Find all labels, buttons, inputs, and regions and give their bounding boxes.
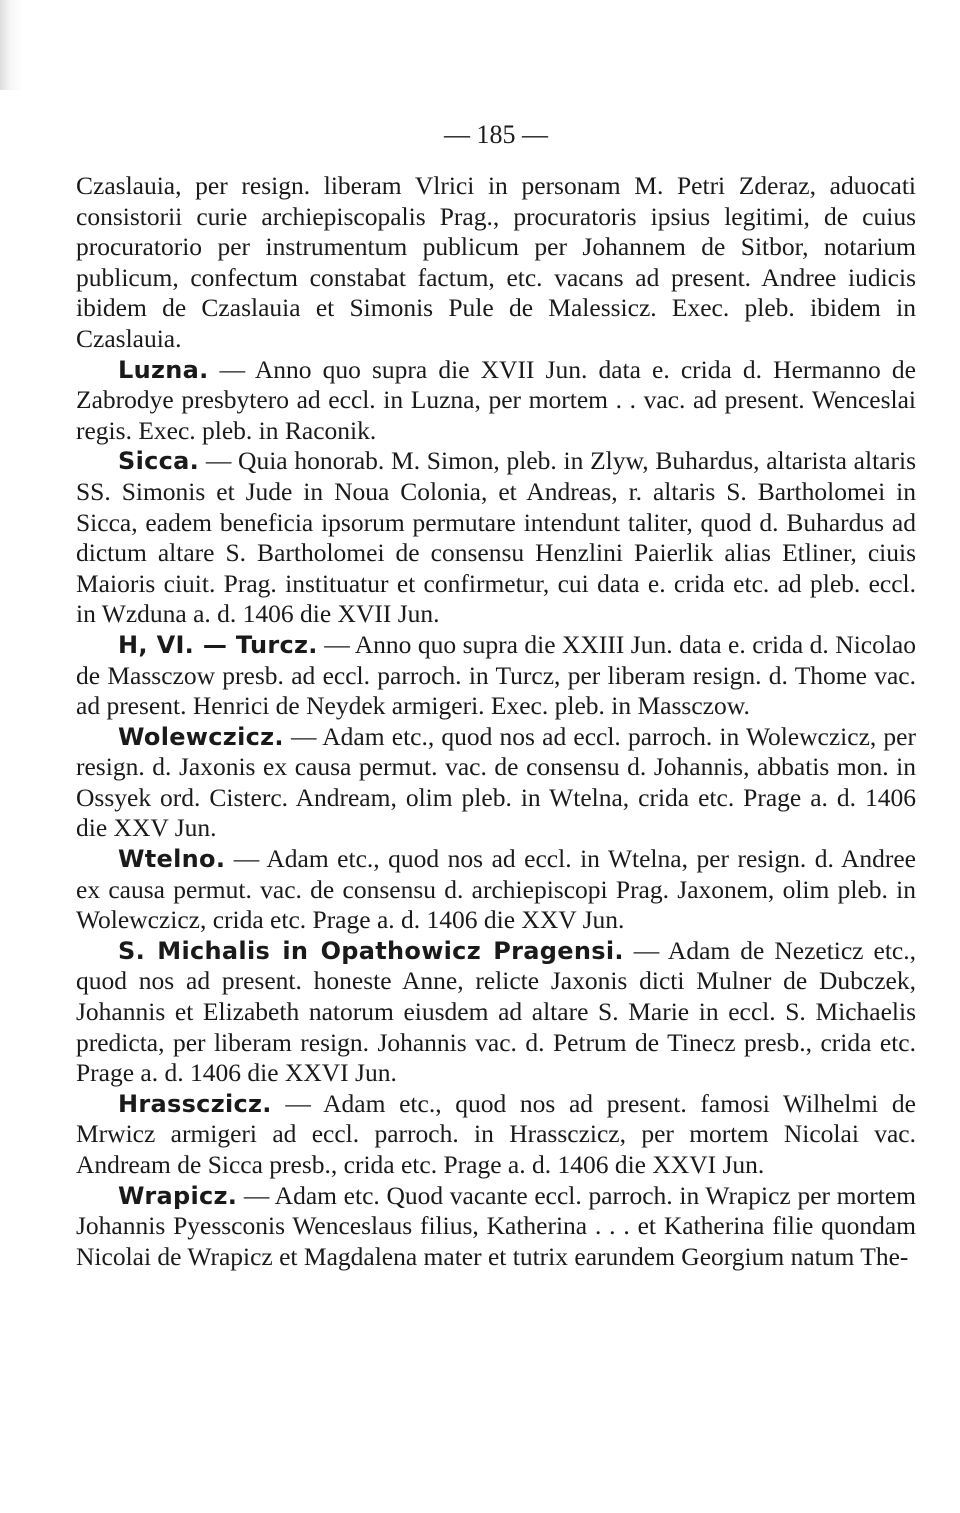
entry-text: — Anno quo supra die XVII Jun. data e. crida d. Hermanno de Zabrodye presbytero ad eccl. in Luzna, per mortem . . vac. ad present. Wenceslai regis. Exec. pleb. in Raconik. [76,354,916,445]
entry-heading: Luzna. [118,355,209,384]
entry-luzna [76,355,916,447]
entry-text: — Adam de Nezeticz etc., quod nos ad present. honeste Anne, relicte Jaxonis dicti Mulner de Dubczek, Johannis et Elizabeth natorum eiusdem ad altare S. Marie in eccl. S. Michaelis predicta, per liberam resign. Johannis vac. d. Petrum de Tinecz presb., crida etc. Prage a. d. 1406 die XXVI Jun. [76,935,916,1088]
entry-wtelno [76,844,916,936]
entry-text: — Quia honorab. M. Simon, pleb. in Zlyw, Buhardus, altarista altaris SS. Simonis et Jude in Noua Colonia, et Andreas, r. altaris S. Bartholomei in Sicca, eadem beneficia ipsorum permutare intendunt taliter, quod d. Buhardus ad dictum altare S. Bartholomei de consensu Henzlini Paierlik alias Etliner, ciuis Maioris ciuit. Prag. instituatur et confirmetur, cui data e. crida etc. ad pleb. eccl. in Wzduna a. d. 1406 die XVII Jun. [76,446,916,629]
entry-heading: Wrapicz. [118,1181,238,1210]
entry-wolewczicz [76,722,916,844]
entry-text: — Adam etc., quod nos ad eccl. parroch. in Wolewczicz, per resign. d. Jaxonis ex causa permut. vac. de consensu d. Johannis, abbatis mon. in Ossyek ord. Cisterc. Andream, olim pleb. in Wtelna, crida etc. Prage a. d. 1406 die XXV Jun. [76,721,916,843]
entry-text: — Adam etc., quod nos ad present. famosi Wilhelmi de Mrwicz armigeri ad eccl. parroch. in Hrassczicz, per mortem Nicolai vac. Andream de Sicca presb., crida etc. Prage a. d. 1406 die XXVI Jun. [76,1088,916,1179]
entry-sicca [76,446,916,630]
entry-heading: Hrassczicz. [118,1089,272,1118]
entry-heading: Sicca. [118,447,200,476]
entry-turcz [76,630,916,722]
entry-text: — Adam etc. Quod vacante eccl. parroch. in Wrapicz per mortem Johannis Pyessconis Wenceslaus filius, Katherina . . . et Katherina filie quondam Nicolai de Wrapicz et Magdalena mater et tutrix earundem Georgium natum The- [76,1180,916,1271]
page-number: — 185 — [444,120,548,149]
entry-s-michalis [76,936,916,1089]
entry-heading: Wolewczicz. [118,722,284,751]
entry-wrapicz [76,1181,916,1273]
entry-text: Czaslauia, per resign. liberam Vlrici in personam M. Petri Zderaz, aduocati consistorii curie archiepiscopalis Prag., procuratoris ipsius legitimi, de cuius procuratorio per instrumentum publicum per Johannem de Sitbor, notarium publicum, confectum constabat factum, etc. vacans ad present. Andree iudicis ibidem de Czaslauia et Simonis Pule de Malessicz. Exec. pleb. ibidem in Czaslauia. [76,171,916,353]
entry-czaslauia-continuation [76,171,916,355]
entry-text: — Adam etc., quod nos ad eccl. in Wtelna, per resign. d. Andree ex causa permut. vac. de consensu d. archiepiscopi Prag. Jaxonem, olim pleb. in Wolewczicz, crida etc. Prage a. d. 1406 die XXV Jun. [76,844,916,935]
entry-heading: S. Michalis in Opathowicz Pragensi. [118,936,624,965]
book-page [76,118,916,1272]
entry-hrassczicz [76,1089,916,1181]
entry-text: — Anno quo supra die XXIII Jun. data e. crida d. Nicolao de Massczow presb. ad eccl. parroch. in Turcz, per liberam resign. d. Thome vac. ad present. Henrici de Neydek armigeri. Exec. pleb. in Massczow. [76,629,916,721]
entry-heading: Wtelno. [118,845,226,874]
scan-edge-shadow [0,0,22,90]
entry-heading: H, VI. — Turcz. [118,630,318,659]
